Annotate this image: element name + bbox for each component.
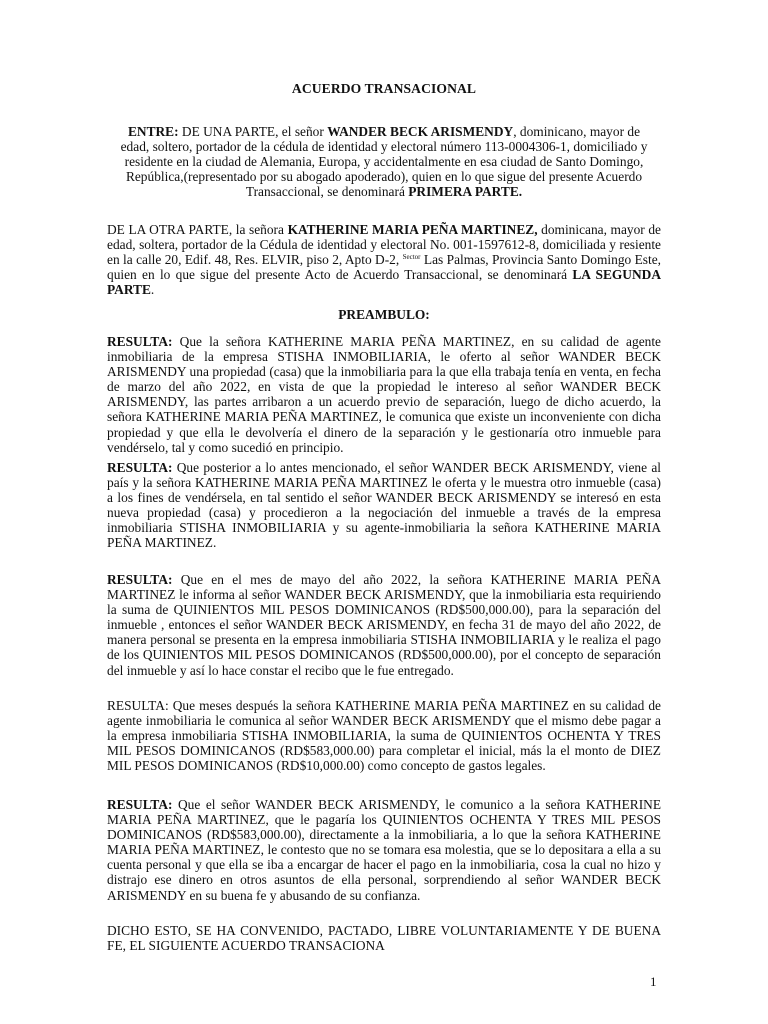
resulta-paragraph-5 (107, 797, 661, 903)
entre-text-1: DE UNA PARTE, el señor (178, 124, 328, 139)
entre-text-2: , dominicano, mayor de edad, soltero, portador de la cédula de identidad y electoral número 113-0004306-1, domiciliado y residente en la ciudad de Alemania, Europa, y accidentalmente en esa ciudad de Santo Domingo, República,(representado por su abogado apoderado), quien en lo que sigue del presente Acuerdo Transaccional, se denominará (120, 124, 648, 200)
closing-paragraph: DICHO ESTO, SE HA CONVENIDO, PACTADO, LIBRE VOLUNTARIAMENTE Y DE BUENA FE, EL SIGUIENTE ACUERDO TRANSACIONA (107, 923, 661, 954)
resulta-paragraph-2 (107, 460, 661, 551)
primera-parte-role: PRIMERA PARTE. (408, 184, 523, 200)
resulta-lead: RESULTA: (107, 572, 173, 587)
resulta-text: Que el señor WANDER BECK ARISMENDY, le comunico a la señora KATHERINE MARIA PEÑA MARTINEZ, que le pagaría los QUINIENTOS OCHENTA Y TRES MIL PESOS DOMINICANOS (RD$583,000.00), directamente a la inmobiliaria, a lo que la señora KATHERINE MARIA PEÑA MARTINEZ, le contesto que no se tomara esa molestia, que se lo depositara a ella a su cuenta personal y que ella se iba a encargar de hacer el pago en la inmobiliaria, cosa la cual no hizo y distrajo ese dinero en otros asuntos de ella personal, sorprendiendo al señor WANDER BECK ARISMENDY en su buena fe y abusando de su confianza. (107, 797, 661, 903)
segunda-parte-role: LA SEGUNDA PARTE (107, 267, 661, 298)
page-number: 1 (650, 974, 657, 989)
resulta-lead: RESULTA: (107, 460, 173, 475)
otra-parte-text-3: Las Palmas, Provincia Santo Domingo Este, quien en lo que sigue del presente Acto de Acuerdo Transaccional, se denominará (107, 252, 661, 283)
resulta-text: Que en el mes de mayo del año 2022, la señora KATHERINE MARIA PEÑA MARTINEZ le informa al señor WANDER BECK ARISMENDY, que la inmobiliaria esta requiriendo la suma de QUINIENTOS MIL PESOS DOMINICANOS (RD$500,000.00), para la separación del inmueble , entonces el señor WANDER BECK ARISMENDY, en fecha 31 de mayo del año 2022, de manera personal se presenta en la empresa inmobiliaria STISHA INMOBILIARIA y le realiza el pago de los QUINIENTOS MIL PESOS DOMINICANOS (RD$500,000.00), por el concepto de separación del inmueble y así lo hace constar el recibo que le fue entregado. (107, 572, 661, 678)
segunda-parte-name: KATHERINE MARIA PEÑA MARTINEZ, (287, 222, 538, 237)
sector-superscript: Sector (402, 253, 421, 262)
otra-parte-paragraph (107, 222, 661, 297)
resulta-text: RESULTA: Que meses después la señora KATHERINE MARIA PEÑA MARTINEZ en su calidad de agente inmobiliaria le comunica al señor WANDER BECK ARISMENDY que el mismo debe pagar a la empresa inmobiliaria STISHA INMOBILIARIA, la suma de QUINIENTOS OCHENTA Y TRES MIL PESOS DOMINICANOS (RD$583,000.00) para completar el inicial, más la el monto de DIEZ MIL PESOS DOMINICANOS (RD$10,000.00) como concepto de gastos legales. (107, 698, 661, 774)
resulta-paragraph-4 (107, 698, 661, 773)
otra-parte-text-1: DE LA OTRA PARTE, la señora (107, 222, 288, 237)
resulta-paragraph-1 (107, 334, 661, 455)
resulta-paragraph-3 (107, 572, 661, 678)
entre-lead: ENTRE: (127, 124, 179, 139)
entre-paragraph (118, 124, 650, 199)
resulta-lead: RESULTA: (107, 334, 173, 349)
resulta-text: Que posterior a lo antes mencionado, el señor WANDER BECK ARISMENDY, viene al país y la señora KATHERINE MARIA PEÑA MARTINEZ le oferta y le muestra otro inmueble (casa) a los fines de vendérsela, en tal sentido el señor WANDER BECK ARISMENDY se interesó en esta nueva propiedad (casa) y procedieron a la negociación del inmueble a través de la empresa inmobiliaria STISHA INMOBILIARIA y su agente-inmobiliaria la señora KATHERINE MARIA PEÑA MARTINEZ. (107, 460, 661, 551)
otra-parte-text-4: . (150, 282, 155, 298)
document-title: ACUERDO TRANSACIONAL (291, 81, 477, 96)
resulta-lead: RESULTA: (107, 797, 173, 812)
resulta-text: Que la señora KATHERINE MARIA PEÑA MARTINEZ, en su calidad de agente inmobiliaria de la empresa STISHA INMOBILIARIA, le oferto al señor WANDER BECK ARISMENDY una propiedad (casa) que la inmobiliaria para la que ella trabaja tenía en venta, en fecha de marzo del año 2022, en vista de que la propiedad le intereso al señor WANDER BECK ARISMENDY, las partes arribaron a un acuerdo previo de separación, luego de dicho acuerdo, la señora KATHERINE MARIA PEÑA MARTINEZ, le comunica que existe un inconveniente con dicha propiedad y que ella le devolvería el dinero de la separación y le gestionaría otro inmueble para vendérselo, tal y como sucedió en principio. (107, 334, 661, 455)
otra-parte-text-2: dominicana, mayor de edad, soltera, portador de la Cédula de identidad y electoral No. 001-1597612-8, domiciliada y resiente en la calle 20, Edif. 48, Res. ELVIR, piso 2, Apto D-2, (107, 222, 661, 268)
primera-parte-name: WANDER BECK ARISMENDY (327, 124, 514, 139)
preambulo-heading: PREAMBULO: (338, 307, 430, 322)
